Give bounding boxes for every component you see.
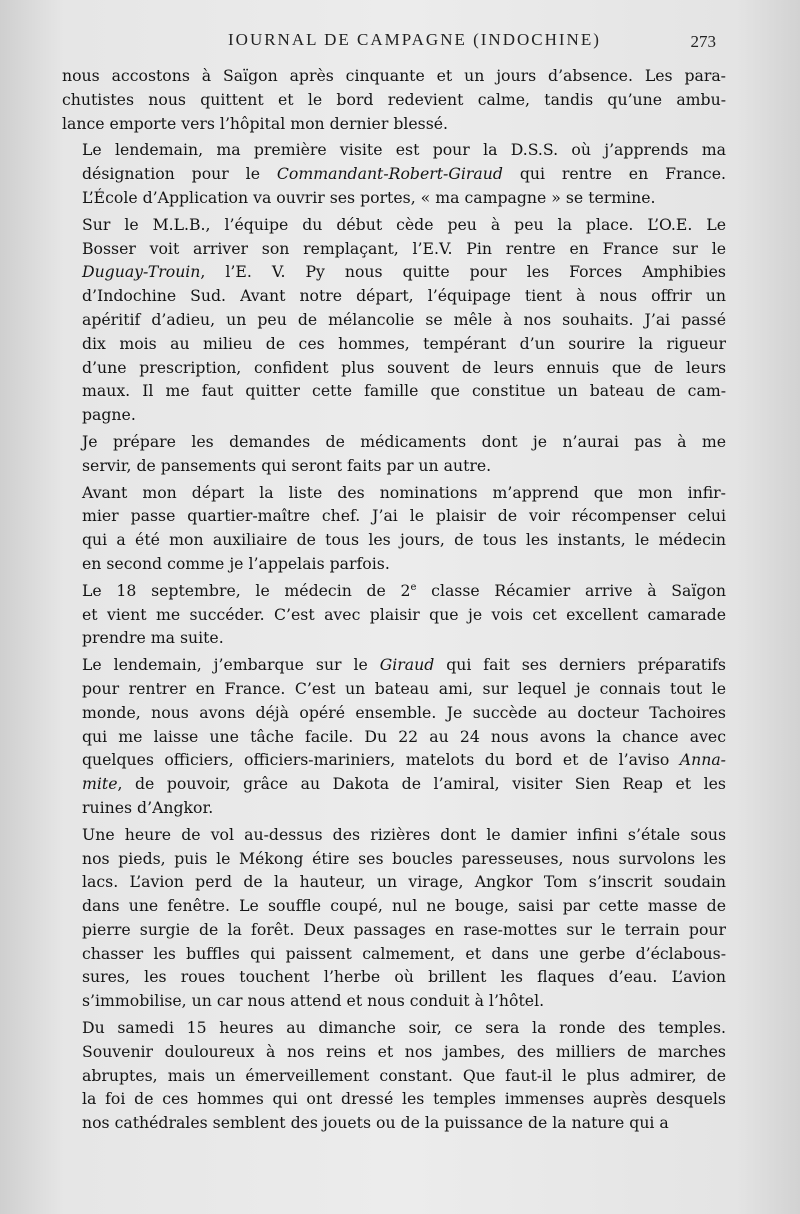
text-line: maux. Il me faut quitter cette famille que constitue un bateau de cam- — [82, 381, 726, 401]
text-line: la foi de ces hommes qui ont dressé les temples immenses auprès desquels — [82, 1089, 726, 1109]
text-line: pour rentrer en France. C’est un bateau ami, sur lequel je connais tout le — [82, 678, 726, 698]
text-line: et vient me succéder. C’est avec plaisir que je vois cet excellent camarade — [82, 604, 726, 624]
text-line: servir, de pansements qui seront faits par un autre. — [82, 455, 492, 475]
paragraph — [62, 653, 726, 820]
page-number: 273 — [690, 32, 716, 51]
text-line: Sur le M.L.B., l’équipe du début cède peu à peu la place. L’O.E. Le — [82, 214, 726, 234]
text-line: ruines d’Angkor. — [82, 797, 214, 817]
text-line: Le 18 septembre, le médecin de 2e classe Récamier arrive à Saïgon — [82, 580, 726, 600]
text-line: dans une fenêtre. Le souffle coupé, nul ne bouge, saisi par cette masse de — [82, 896, 726, 916]
running-header — [0, 30, 800, 56]
text-line: chasser les buffles qui paissent calmement, et dans une gerbe d’éclabous- — [82, 943, 726, 963]
text-line: Avant mon départ la liste des nominations m’apprend que mon infir- — [82, 482, 726, 502]
text-line: prendre ma suite. — [82, 628, 224, 648]
text-line: Duguay-Trouin, l’E. V. Py nous quitte pour les Forces Amphibies — [82, 262, 726, 282]
text-line: Souvenir douloureux à nos reins et nos jambes, des milliers de marches — [82, 1041, 726, 1061]
text-line: d’Indochine Sud. Avant notre départ, l’équipage tient à nous offrir un — [82, 286, 726, 306]
text-line: Du samedi 15 heures au dimanche soir, ce sera la ronde des temples. — [82, 1018, 726, 1038]
text-line: nos cathédrales semblent des jouets ou de la puissance de la nature qui a — [82, 1113, 669, 1133]
text-line: en second comme je l’appelais parfois. — [82, 553, 390, 573]
text-line: qui a été mon auxiliaire de tous les jours, de tous les instants, le médecin — [82, 530, 726, 550]
text-line: pagne. — [82, 405, 136, 425]
text-line: nos pieds, puis le Mékong étire ses boucles paresseuses, nous survolons les — [82, 848, 726, 868]
text-line: Je prépare les demandes de médicaments dont je n’aurai pas à me — [82, 431, 726, 451]
text-line: s’immobilise, un car nous attend et nous conduit à l’hôtel. — [82, 991, 545, 1011]
text-line: Le lendemain, ma première visite est pour la D.S.S. où j’apprends ma — [82, 140, 726, 160]
paragraph — [62, 1016, 726, 1135]
text-line: Une heure de vol au-dessus des rizières dont le damier infini s’étale sous — [82, 824, 726, 844]
paragraph — [62, 430, 726, 478]
text-line: Le lendemain, j’embarque sur le Giraud qui fait ses derniers préparatifs — [82, 655, 726, 675]
text-line: d’une prescription, confident plus souvent de leurs ennuis que de leurs — [82, 357, 726, 377]
text-line: nous accostons à Saïgon après cinquante et un jours d’absence. Les para- — [62, 66, 726, 85]
text-line: désignation pour le Commandant-Robert-Giraud qui rentre en France. — [82, 164, 726, 184]
text-line: quelques officiers, officiers-mariniers, matelots du bord et de l’aviso Anna- — [82, 750, 726, 770]
text-line: chutistes nous quittent et le bord redevient calme, tandis qu’une ambu- — [62, 89, 726, 109]
text-line: L’École d’Application va ouvrir ses portes, « ma campagne » se termine. — [82, 187, 656, 207]
text-line: dix mois au milieu de ces hommes, tempérant d’un sourire la rigueur — [82, 333, 726, 353]
paragraph — [62, 481, 726, 576]
paragraph — [62, 579, 726, 650]
text-line: Bosser voit arriver son remplaçant, l’E.V. Pin rentre en France sur le — [82, 238, 726, 258]
text-line: mite, de pouvoir, grâce au Dakota de l’amiral, visiter Sien Reap et les — [82, 774, 726, 794]
paragraph — [62, 213, 726, 427]
text-line: mier passe quartier-maître chef. J’ai le plaisir de voir récompenser celui — [82, 506, 726, 526]
text-line: lacs. L’avion perd de la hauteur, un virage, Angkor Tom s’inscrit soudain — [82, 872, 726, 892]
paragraph — [62, 64, 726, 135]
body-text — [62, 64, 726, 1138]
text-line: apéritif d’adieu, un peu de mélancolie se mêle à nos souhaits. J’ai passé — [82, 309, 726, 329]
paragraph — [62, 823, 726, 1013]
text-line: sures, les roues touchent l’herbe où brillent les flaques d’eau. L’avion — [82, 967, 726, 987]
text-line: qui me laisse une tâche facile. Du 22 au 24 nous avons la chance avec — [82, 726, 726, 746]
paragraph — [62, 138, 726, 209]
text-line: lance emporte vers l’hôpital mon dernier blessé. — [62, 113, 449, 133]
text-line: pierre surgie de la forêt. Deux passages en rase-mottes sur le terrain pour — [82, 919, 726, 939]
text-line: abruptes, mais un émerveillement constant. Que faut-il le plus admirer, de — [82, 1065, 726, 1085]
text-line: monde, nous avons déjà opéré ensemble. Je succède au docteur Tachoires — [82, 702, 726, 722]
running-title: IOURNAL DE CAMPAGNE (INDOCHINE) — [228, 30, 601, 49]
